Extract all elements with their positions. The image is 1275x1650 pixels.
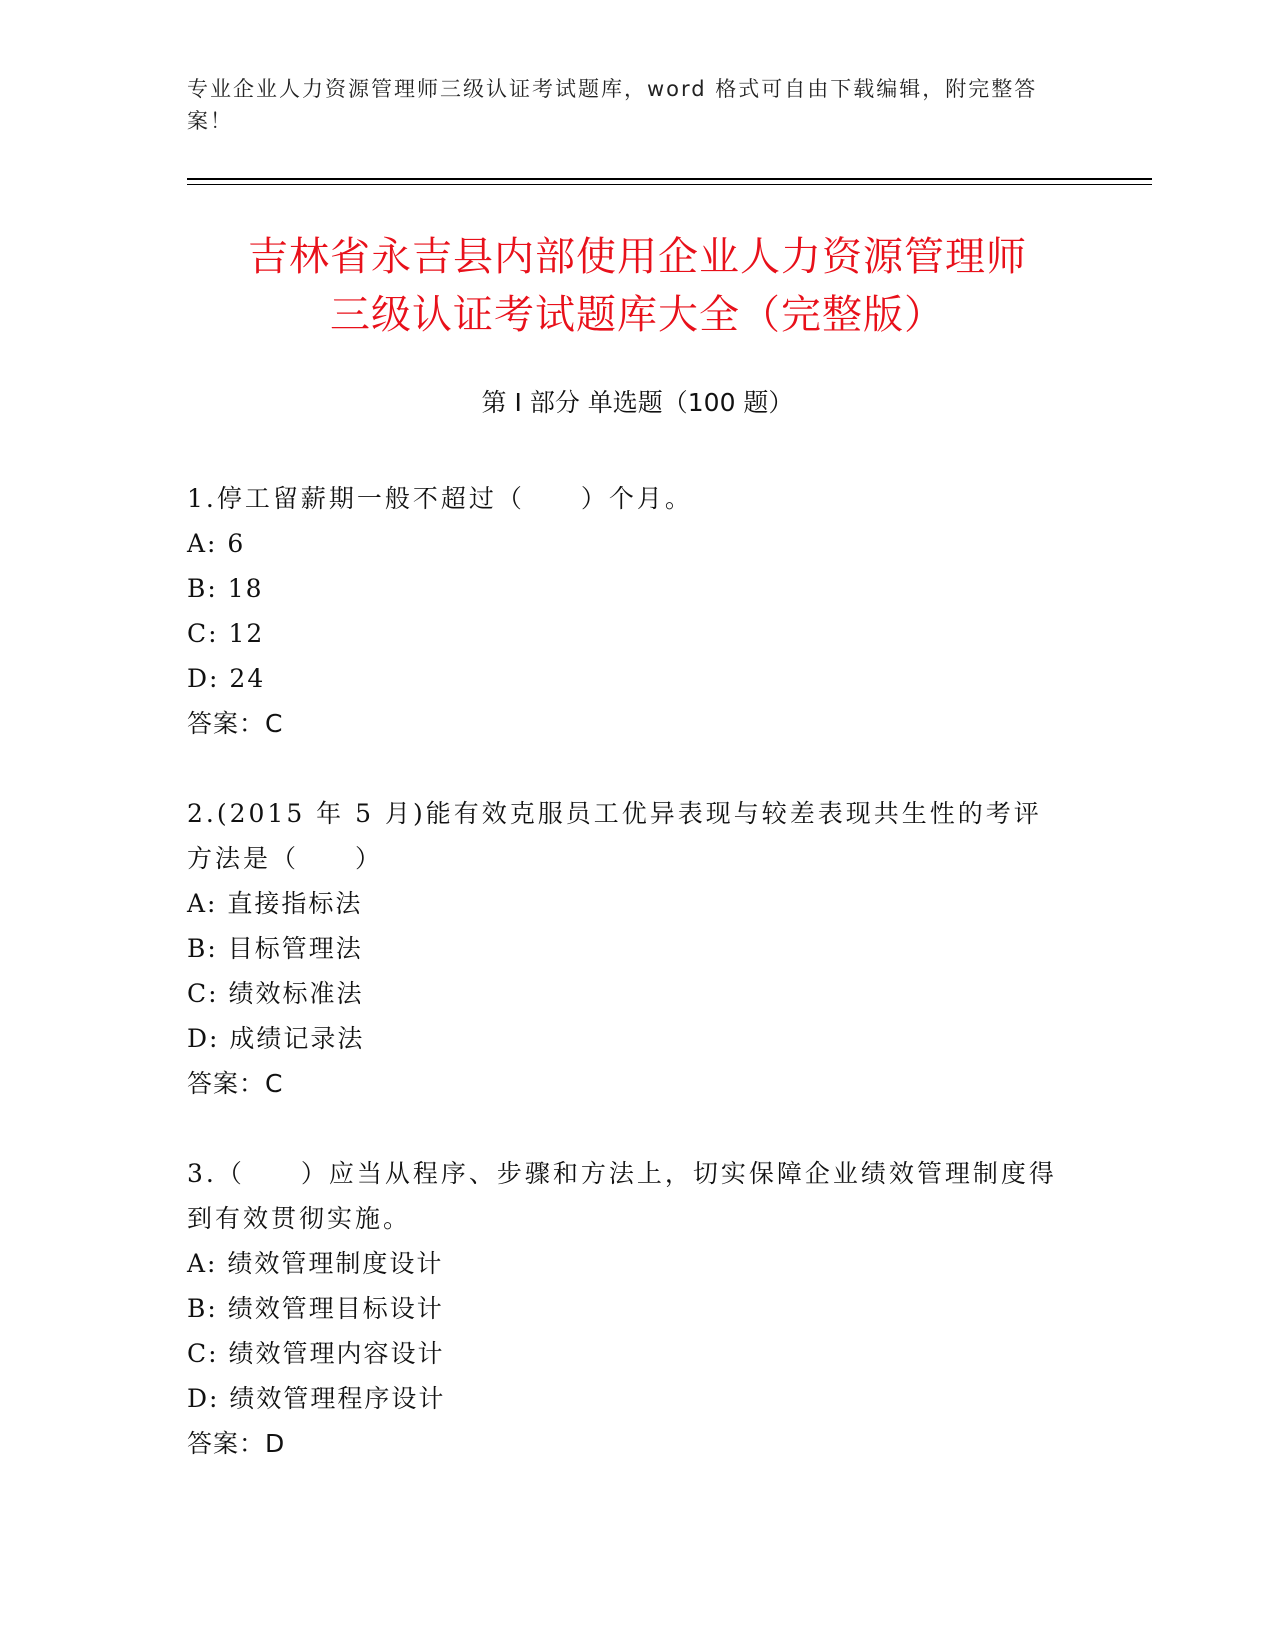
answer: 答案：D [187, 1429, 286, 1458]
option-b: B: 目标管理法 [187, 934, 363, 963]
header-note: 专业企业人力资源管理师三级认证考试题库，word 格式可自由下载编辑，附完整答案！ [187, 77, 1038, 133]
option-c: C: 绩效管理内容设计 [187, 1339, 445, 1368]
question-stem: 2.(2015 年 5 月)能有效克服员工优异表现与较差表现共生性的考评方法是（ ） [187, 799, 1042, 873]
answer: 答案：C [187, 1069, 284, 1098]
section-title: 第 I 部分 单选题（100 题） [481, 388, 794, 417]
option-d: D: 成绩记录法 [187, 1024, 365, 1053]
question-list [187, 476, 1067, 1511]
question-stem: 1.停工留薪期一般不超过（ ）个月。 [187, 484, 693, 513]
header-divider-thick [187, 178, 1152, 180]
header-divider-thin [187, 184, 1152, 185]
option-a: A: 6 [187, 529, 246, 558]
title-line-1: 吉林省永吉县内部使用企业人力资源管理师 [248, 234, 1027, 280]
option-d: D: 绩效管理程序设计 [187, 1384, 446, 1413]
document-title [150, 228, 1125, 344]
option-c: C: 绩效标准法 [187, 979, 364, 1008]
question-1 [187, 476, 1067, 746]
option-b: B: 绩效管理目标设计 [187, 1294, 444, 1323]
option-a: A: 绩效管理制度设计 [187, 1249, 444, 1278]
question-stem: 3.（ ）应当从程序、步骤和方法上，切实保障企业绩效管理制度得到有效贯彻实施。 [187, 1159, 1057, 1233]
option-d: D: 24 [187, 664, 266, 693]
option-b: B: 18 [187, 574, 264, 603]
question-2 [187, 791, 1067, 1106]
question-3 [187, 1151, 1067, 1466]
option-c: C: 12 [187, 619, 265, 648]
title-line-2: 三级认证考试题库大全（完整版） [330, 292, 945, 338]
option-a: A: 直接指标法 [187, 889, 363, 918]
answer: 答案：C [187, 709, 284, 738]
